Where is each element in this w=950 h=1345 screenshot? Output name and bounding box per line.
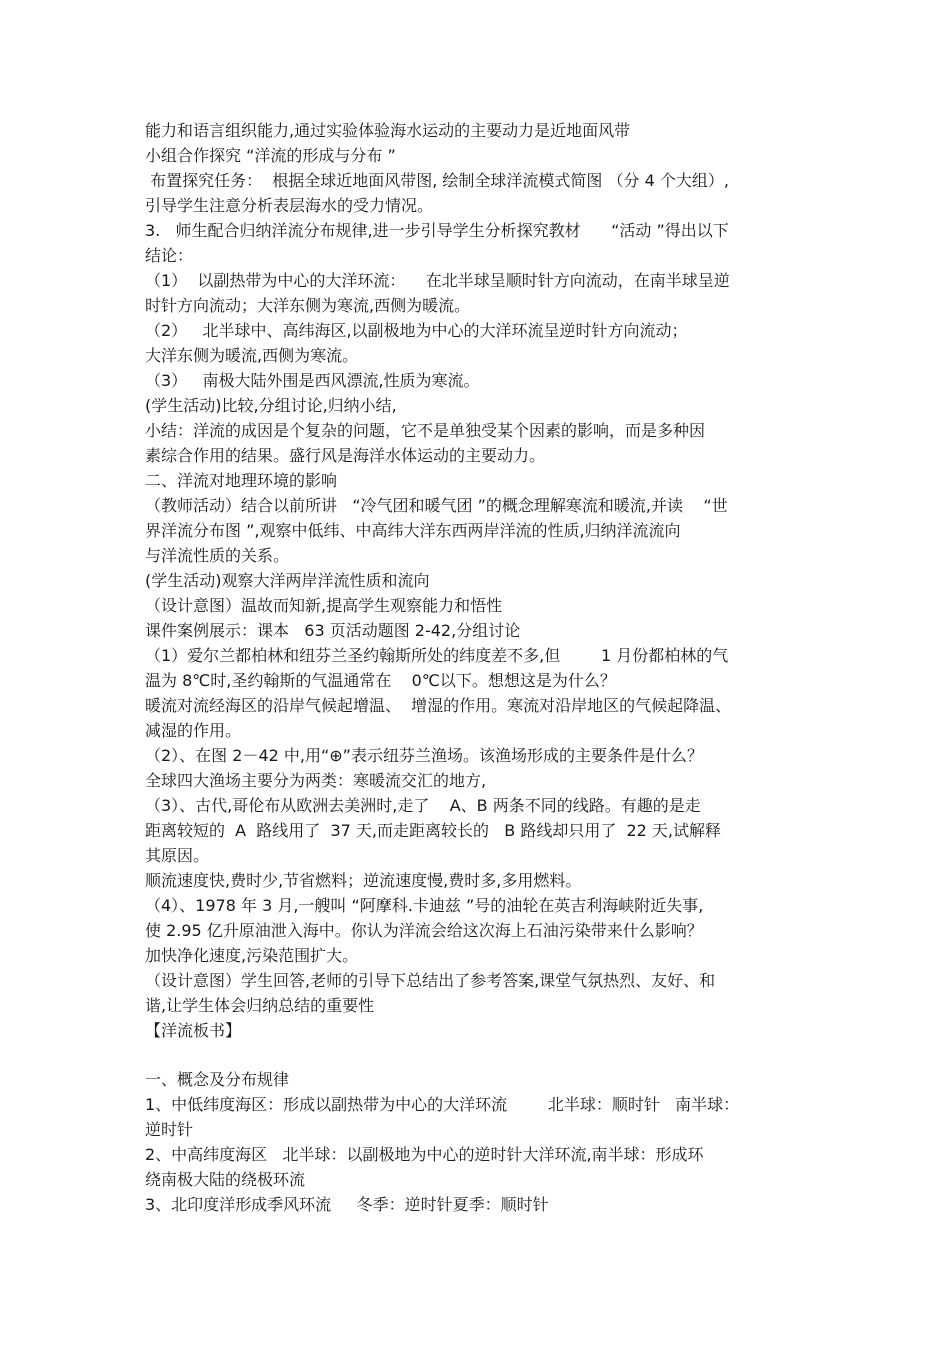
text-line: 布置探究任务： 根据全球近地面风带图, 绘制全球洋流模式简图 （分 4 个大组）, (145, 171, 729, 190)
text-line: 全球四大渔场主要分为两类：寒暖流交汇的地方, (145, 771, 487, 790)
text-line: 能力和语言组织能力,通过实验体验海水运动的主要动力是近地面风带 (145, 121, 631, 140)
board-line: 1、中低纬度海区：形成以副热带为中心的大洋环流 北半球：顺时针 南半球： (145, 1095, 740, 1114)
text-line: 减湿的作用。 (145, 721, 242, 740)
paragraph-gap (145, 1043, 805, 1067)
text-line: （2） 北半球中、高纬海区,以副极地为中心的大洋环流呈逆时针方向流动； (145, 321, 688, 340)
text-line: 与洋流性质的关系。 (145, 546, 290, 565)
text-line: （设计意图）学生回答,老师的引导下总结出了参考答案,课堂气氛热烈、友好、和 (145, 971, 716, 990)
board-line: 逆时针 (145, 1120, 194, 1139)
text-line: （2）、在图 2－42 中,用“⊕”表示纽芬兰渔场。该渔场形成的主要条件是什么？ (145, 746, 703, 765)
text-line: 暖流对流经海区的沿岸气候起增温、 增湿的作用。寒流对沿岸地区的气候起降温、 (145, 696, 732, 715)
document-page (145, 118, 805, 1217)
text-line: 界洋流分布图 ”,观察中低纬、中高纬大洋东西两岸洋流的性质,归纳洋流流向 (145, 521, 681, 540)
text-line: 小结：洋流的成因是个复杂的问题，它不是单独受某个因素的影响，而是多种因 (145, 421, 706, 440)
text-line: 谐,让学生体会归纳总结的重要性 (145, 996, 375, 1015)
section-heading: 二、洋流对地理环境的影响 (145, 471, 338, 490)
text-line: 温为 8℃时,圣约翰斯的气温通常在 0℃以下。想想这是为什么？ (145, 671, 616, 690)
board-line: 绕南极大陆的绕极环流 (145, 1170, 306, 1189)
board-title: 【洋流板书】 (145, 1021, 242, 1040)
text-line: 引导学生注意分析表层海水的受力情况。 (145, 196, 434, 215)
text-line: （3）、古代,哥伦布从欧洲去美洲时,走了 A、B 两条不同的线路。有趣的是走 (145, 796, 701, 815)
text-line: （教师活动）结合以前所讲 “冷气团和暖气团 ”的概念理解寒流和暖流,并读 “世 (145, 496, 728, 515)
text-line: 结论： (145, 246, 194, 265)
text-line: （1） 以副热带为中心的大洋环流： 在北半球呈顺时针方向流动，在南半球呈逆 (145, 271, 730, 290)
text-line: （4）、1978 年 3 月,一艘叫 “阿摩科.卡迪兹 ”号的油轮在英吉利海峡附近失事, (145, 896, 704, 915)
text-line: (学生活动)比较,分组讨论,归纳小结, (145, 396, 397, 415)
text-line: 课件案例展示：课本 63 页活动题图 2-42,分组讨论 (145, 621, 521, 640)
text-line: 时针方向流动；大洋东侧为寒流,西侧为暖流。 (145, 296, 471, 315)
text-line: （3） 南极大陆外围是西风漂流,性质为寒流。 (145, 371, 480, 390)
board-heading: 一、概念及分布规律 (145, 1070, 290, 1089)
text-line: 其原因。 (145, 846, 210, 865)
text-line: 大洋东侧为暖流,西侧为寒流。 (145, 346, 359, 365)
text-line: （1）爱尔兰都柏林和纽芬兰圣约翰斯所处的纬度差不多,但 1 月份都柏林的气 (145, 646, 729, 665)
text-line: 素综合作用的结果。盛行风是海洋水体运动的主要动力。 (145, 446, 546, 465)
text-line: 加快净化速度,污染范围扩大。 (145, 946, 359, 965)
text-line: 距离较短的 A 路线用了 37 天,而走距离较长的 B 路线却只用了 22 天,试解释 (145, 821, 722, 840)
board-line: 2、中高纬度海区 北半球：以副极地为中心的逆时针大洋环流,南半球：形成环 (145, 1145, 704, 1164)
text-line: 使 2.95 亿升原油泄入海中。你认为洋流会给这次海上石油污染带来什么影响？ (145, 921, 703, 940)
text-line: (学生活动)观察大洋两岸洋流性质和流向 (145, 571, 430, 590)
board-line: 3、北印度洋形成季风环流 冬季：逆时针夏季：顺时针 (145, 1195, 549, 1214)
text-line: 顺流速度快,费时少,节省燃料；逆流速度慢,费时多,多用燃料。 (145, 871, 582, 890)
text-line: （设计意图）温故而知新,提高学生观察能力和悟性 (145, 596, 503, 615)
text-line: 小组合作探究 “洋流的形成与分布 ” (145, 146, 396, 165)
text-line: 3. 师生配合归纳洋流分布规律,进一步引导学生分析探究教材 “活动 ”得出以下 (145, 221, 729, 240)
